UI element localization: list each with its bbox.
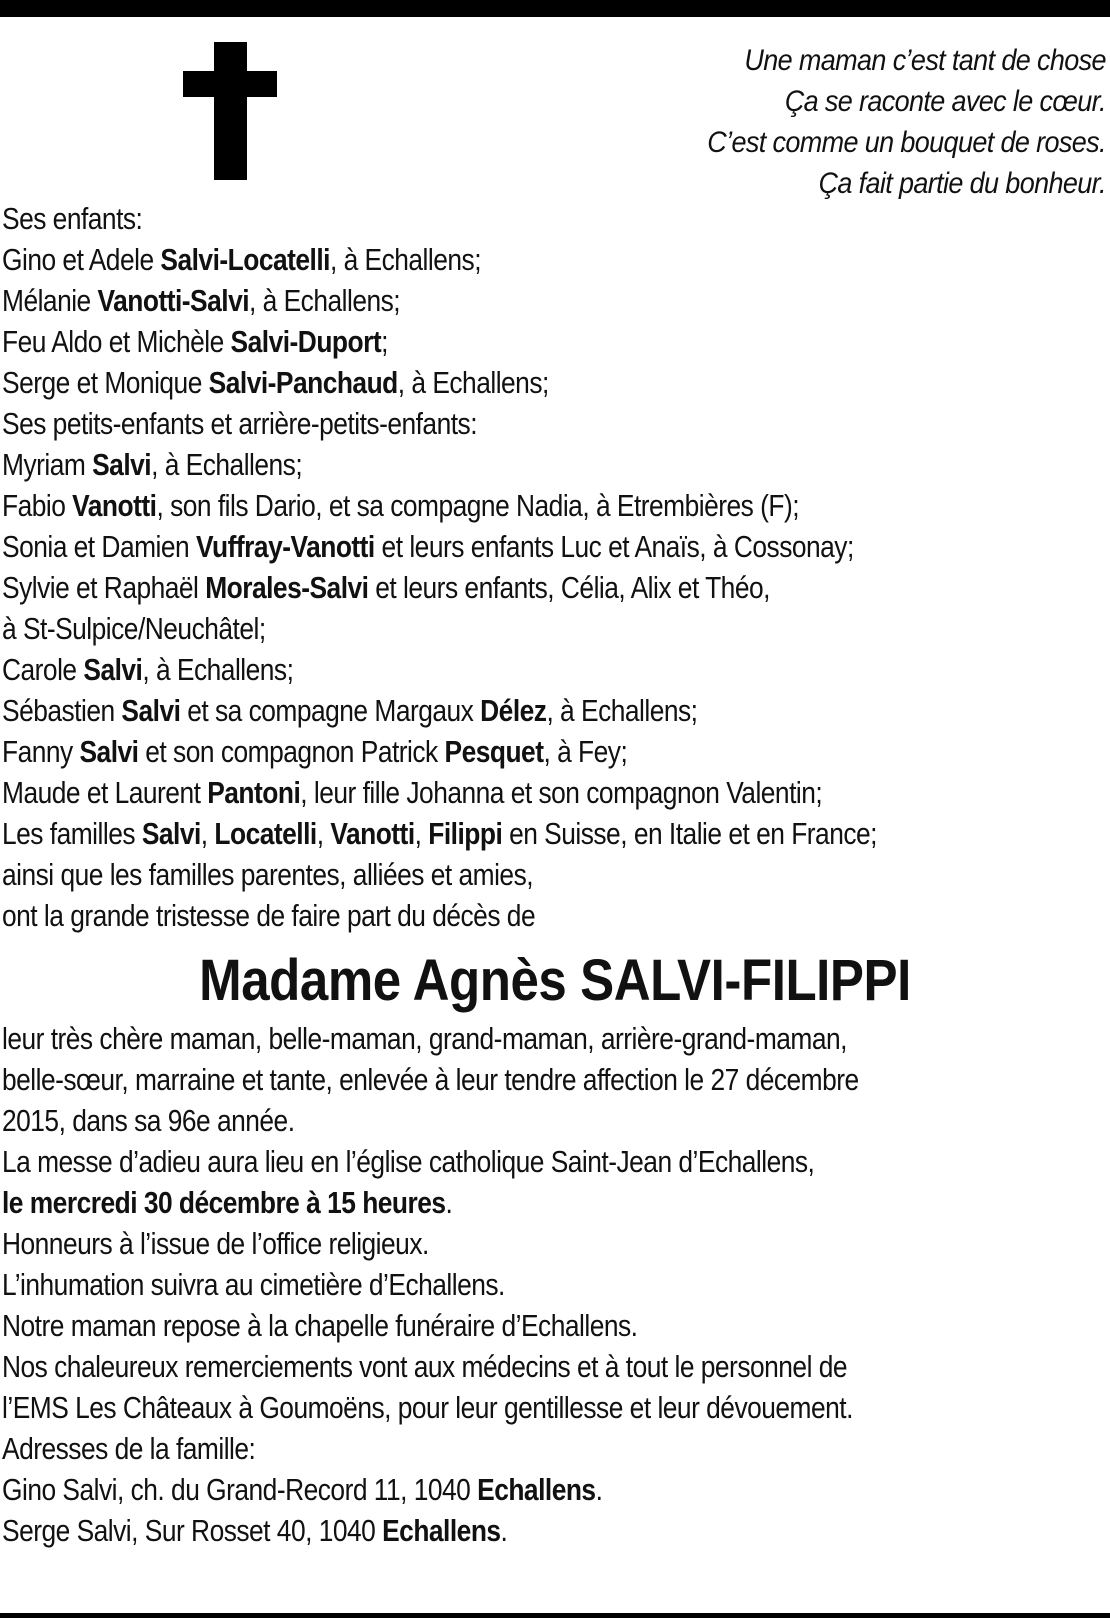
- text-segment: Nos chaleureux remerciements vont aux médecins et à tout le personnel de: [2, 1349, 848, 1384]
- text-segment: leur très chère maman, belle-maman, grand-maman, arrière-grand-maman,: [2, 1021, 847, 1056]
- bold-name: Pesquet: [444, 734, 544, 769]
- detail-line: [2, 1428, 859, 1469]
- family-announcement: [2, 198, 877, 936]
- text-segment: Gino et Adele: [2, 242, 161, 277]
- cross-vertical-bar: [214, 42, 247, 180]
- family-line: [2, 895, 877, 936]
- text-segment: ,: [200, 816, 215, 851]
- detail-line: [2, 1100, 859, 1141]
- text-segment: l’EMS Les Châteaux à Goumoëns, pour leur gentillesse et leur dévouement.: [2, 1390, 853, 1425]
- text-segment: Fanny: [2, 734, 80, 769]
- poem: [707, 40, 1106, 204]
- text-segment: , à Echallens;: [151, 447, 303, 482]
- text-segment: en Suisse, en Italie et en France;: [502, 816, 877, 851]
- family-line: [2, 485, 877, 526]
- bold-name: Salvi: [79, 734, 139, 769]
- text-segment: ainsi que les familles parentes, alliées et amies,: [2, 857, 534, 892]
- text-segment: Honneurs à l’issue de l’office religieux.: [2, 1226, 429, 1261]
- bold-name: Salvi-Duport: [230, 324, 382, 359]
- text-segment: .: [445, 1185, 453, 1220]
- text-segment: Maude et Laurent: [2, 775, 208, 810]
- text-segment: , à Echallens;: [546, 693, 698, 728]
- detail-line: [2, 1387, 859, 1428]
- bold-name: Vanotti: [330, 816, 415, 851]
- text-segment: Sébastien: [2, 693, 122, 728]
- text-segment: belle-sœur, marraine et tante, enlevée à leur tendre affection le 27 décembre: [2, 1062, 859, 1097]
- text-segment: , à Echallens;: [329, 242, 482, 277]
- family-line: [2, 772, 877, 813]
- bold-name: Vanotti-Salvi: [97, 283, 250, 318]
- bold-name: Vuffray-Vanotti: [195, 529, 375, 564]
- text-segment: et son compagnon Patrick: [138, 734, 445, 769]
- text-segment: Sonia et Damien: [2, 529, 196, 564]
- funeral-details: [2, 1018, 859, 1551]
- deceased-name: Madame Agnès SALVI-FILIPPI: [199, 948, 911, 1013]
- poem-line: Une maman c’est tant de chose: [744, 44, 1106, 77]
- detail-line: [2, 1018, 859, 1059]
- family-line: [2, 649, 877, 690]
- detail-line: [2, 1141, 859, 1182]
- text-segment: ont la grande tristesse de faire part du décès de: [2, 898, 536, 933]
- bold-name: Pantoni: [207, 775, 301, 810]
- bottom-rule: [0, 1613, 1110, 1618]
- text-segment: et leurs enfants, Célia, Alix et Théo,: [368, 570, 770, 605]
- bold-name: Filippi: [428, 816, 503, 851]
- text-segment: Gino Salvi, ch. du Grand-Record 11, 1040: [2, 1472, 478, 1507]
- text-segment: , son fils Dario, et sa compagne Nadia, à Etrembières (F);: [156, 488, 800, 523]
- bold-name: Morales-Salvi: [205, 570, 369, 605]
- bold-name: Vanotti: [72, 488, 157, 523]
- text-segment: ;: [381, 324, 388, 359]
- family-line: [2, 567, 877, 608]
- text-segment: Fabio: [2, 488, 73, 523]
- family-line: [2, 731, 877, 772]
- text-segment: Feu Aldo et Michèle: [2, 324, 231, 359]
- bold-name: Salvi: [83, 652, 143, 687]
- family-line: [2, 854, 877, 895]
- text-segment: Les familles: [2, 816, 142, 851]
- text-segment: .: [595, 1472, 603, 1507]
- text-segment: Mélanie: [2, 283, 98, 318]
- text-segment: L’inhumation suivra au cimetière d’Echallens.: [2, 1267, 505, 1302]
- detail-line: [2, 1264, 859, 1305]
- text-segment: ,: [316, 816, 331, 851]
- text-segment: et sa compagne Margaux: [180, 693, 481, 728]
- text-segment: Notre maman repose à la chapelle funéraire d’Echallens.: [2, 1308, 638, 1343]
- text-segment: 2015, dans sa 96e année.: [2, 1103, 295, 1138]
- family-line: [2, 608, 877, 649]
- detail-line: [2, 1182, 859, 1223]
- text-segment: , leur fille Johanna et son compagnon Valentin;: [300, 775, 823, 810]
- bold-name: Echallens: [477, 1472, 596, 1507]
- text-segment: Adresses de la famille:: [2, 1431, 256, 1466]
- text-segment: , à Echallens;: [397, 365, 549, 400]
- poem-line: Ça fait partie du bonheur.: [818, 167, 1106, 200]
- poem-line: C’est comme un bouquet de roses.: [707, 126, 1106, 159]
- bold-name: Echallens: [382, 1513, 501, 1548]
- text-segment: Carole: [2, 652, 84, 687]
- family-line: [2, 280, 877, 321]
- text-segment: à St-Sulpice/Neuchâtel;: [2, 611, 266, 646]
- detail-line: [2, 1346, 859, 1387]
- text-segment: , à Echallens;: [249, 283, 401, 318]
- text-segment: Serge et Monique: [2, 365, 209, 400]
- family-line: [2, 690, 877, 731]
- family-line: [2, 362, 877, 403]
- bold-name: Salvi: [92, 447, 152, 482]
- bold-name: Salvi: [121, 693, 181, 728]
- bold-name: Salvi-Panchaud: [208, 365, 398, 400]
- family-line: [2, 239, 877, 280]
- top-rule: [0, 0, 1110, 17]
- text-segment: , à Echallens;: [142, 652, 294, 687]
- bold-name: Salvi-Locatelli: [160, 242, 330, 277]
- detail-line: [2, 1305, 859, 1346]
- detail-line: [2, 1469, 859, 1510]
- bold-name: Salvi: [141, 816, 201, 851]
- family-line: [2, 198, 877, 239]
- poem-line: Ça se raconte avec le cœur.: [784, 85, 1106, 118]
- bold-name: Locatelli: [214, 816, 317, 851]
- text-segment: Serge Salvi, Sur Rosset 40, 1040: [2, 1513, 383, 1548]
- bold-name: le mercredi 30 décembre à 15 heures: [2, 1185, 446, 1220]
- text-segment: ,: [414, 816, 429, 851]
- bold-name: Délez: [480, 693, 547, 728]
- text-segment: Ses petits-enfants et arrière-petits-enfants:: [2, 406, 478, 441]
- text-segment: La messe d’adieu aura lieu en l’église catholique Saint-Jean d’Echallens,: [2, 1144, 815, 1179]
- text-segment: .: [500, 1513, 508, 1548]
- family-line: [2, 444, 877, 485]
- family-line: [2, 526, 877, 567]
- family-line: [2, 321, 877, 362]
- family-line: [2, 813, 877, 854]
- text-segment: Myriam: [2, 447, 93, 482]
- cross-icon: [183, 42, 277, 180]
- cross-horizontal-bar: [183, 71, 277, 97]
- text-segment: Ses enfants:: [2, 201, 143, 236]
- text-segment: , à Fey;: [543, 734, 628, 769]
- detail-line: [2, 1059, 859, 1100]
- detail-line: [2, 1223, 859, 1264]
- text-segment: et leurs enfants Luc et Anaïs, à Cossonay;: [374, 529, 854, 564]
- detail-line: [2, 1510, 859, 1551]
- text-segment: Sylvie et Raphaël: [2, 570, 206, 605]
- family-line: [2, 403, 877, 444]
